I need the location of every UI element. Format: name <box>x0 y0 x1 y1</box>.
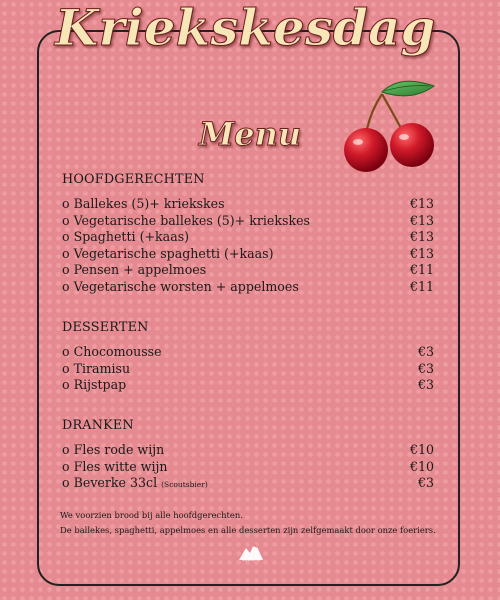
menu-item <box>62 344 434 361</box>
section-drinks <box>62 418 434 492</box>
section-main-courses <box>62 172 434 295</box>
item-name: Fles rode wijn <box>73 442 165 457</box>
footnote-bread: We voorzien brood bij alle hoofdgerechten. <box>60 510 243 520</box>
item-price: €10 <box>409 442 434 457</box>
item-name: Fles witte wijn <box>73 458 168 474</box>
item-bullet: o <box>62 475 70 490</box>
item-note: (Scoutsbier) <box>161 480 208 489</box>
item-price: €3 <box>417 377 434 392</box>
menu-title: Kriekskesdag <box>55 0 436 57</box>
menu-item <box>62 377 434 394</box>
item-name: Vegetarische spaghetti (+kaas) <box>73 245 274 261</box>
item-price: €3 <box>417 475 434 490</box>
item-price: €3 <box>417 344 434 359</box>
item-bullet: o <box>62 344 70 359</box>
item-bullet: o <box>62 196 70 211</box>
item-price: €3 <box>417 360 434 376</box>
menu-item <box>62 246 434 263</box>
section-title: DRANKEN <box>62 418 134 433</box>
item-bullet: o <box>62 278 70 294</box>
menu-item <box>62 442 434 459</box>
item-bullet: o <box>62 229 70 244</box>
scouts-logo-text: SCOUTS <box>241 558 261 563</box>
item-bullet: o <box>62 245 70 261</box>
item-name: Rijstpap <box>73 377 127 392</box>
item-bullet: o <box>62 212 70 228</box>
item-name: Pensen + appelmoes <box>73 262 207 277</box>
section-title: DESSERTEN <box>62 320 149 335</box>
menu-item <box>62 196 434 213</box>
menu-item <box>62 279 434 296</box>
item-price: €10 <box>409 458 434 474</box>
menu-item <box>62 361 434 378</box>
item-price: €13 <box>409 212 434 228</box>
item-name: Beverke 33cl <box>73 475 158 490</box>
item-bullet: o <box>62 458 70 474</box>
item-name: Spaghetti (+kaas) <box>73 229 190 244</box>
menu-item <box>62 229 434 246</box>
footnote-homemade: De ballekes, spaghetti, appelmoes en alle desserten zijn zelfgemaakt door onze foeriers. <box>60 525 436 535</box>
item-bullet: o <box>62 360 70 376</box>
item-name: Chocomousse <box>73 344 162 359</box>
item-bullet: o <box>62 377 70 392</box>
item-bullet: o <box>62 442 70 457</box>
item-price: €13 <box>409 245 434 261</box>
item-name: Tiramisu <box>73 360 131 376</box>
item-bullet: o <box>62 262 70 277</box>
menu-item <box>62 262 434 279</box>
footnotes <box>60 508 455 538</box>
item-name: Vegetarische worsten + appelmoes <box>73 278 299 294</box>
menu-item <box>62 475 434 492</box>
menu-item <box>62 459 434 476</box>
scouts-logo-icon <box>236 536 266 576</box>
section-title: HOOFDGERECHTEN <box>62 172 205 187</box>
menu-subtitle: Menu <box>198 115 302 153</box>
item-price: €11 <box>409 262 434 277</box>
section-desserts <box>62 320 434 394</box>
item-price: €11 <box>409 278 434 294</box>
item-price: €13 <box>409 196 434 211</box>
cherries-icon <box>340 72 445 177</box>
item-price: €13 <box>409 229 434 244</box>
item-name: Vegetarische ballekes (5)+ kriekskes <box>73 212 311 228</box>
menu-item <box>62 213 434 230</box>
item-name: Ballekes (5)+ kriekskes <box>73 196 225 211</box>
